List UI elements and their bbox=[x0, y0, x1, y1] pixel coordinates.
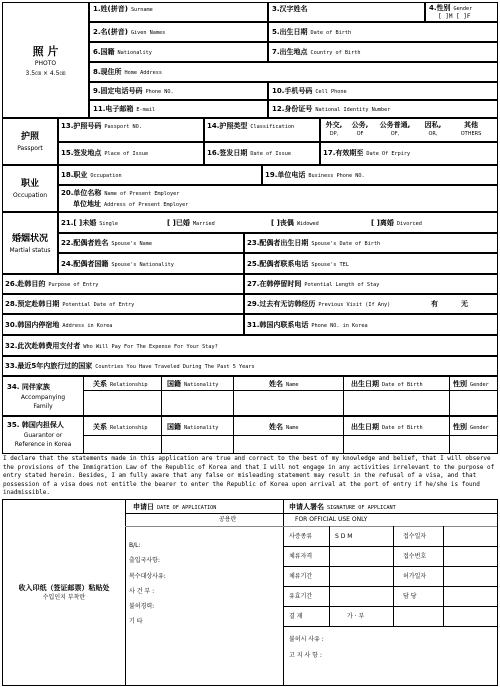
date-of-expiry-field[interactable]: 17.有效期至 Date Of Erpiry bbox=[320, 142, 498, 165]
email-field[interactable]: 11.电子邮箱 E-mail bbox=[89, 100, 268, 118]
marital-status-options[interactable]: 21.[ ]未婚 Single [ ]已婚 Married [ ]丧偶 Widowed [ ]离婚 Divorced bbox=[58, 212, 498, 233]
accompanying-family-table[interactable]: 34. 同伴家族 Accompanying Family 关系 Relationship 国籍 Nationality 姓名 Name 出生日期 Date of Birth 性别 Gender bbox=[2, 376, 498, 416]
national-id-field[interactable]: 12.身份证号 National Identity Number bbox=[268, 100, 498, 118]
countries-traveled-field[interactable]: 33.最近5年内旅行过的国家 Countries You Have Traveled During The Past 5 Years bbox=[2, 356, 498, 376]
approval-options[interactable]: 가 · 부 bbox=[347, 613, 365, 620]
previous-visit-no[interactable]: 无 bbox=[461, 300, 468, 308]
chinese-name-field[interactable]: 3.汉字姓名 bbox=[268, 2, 425, 22]
address-in-korea-field[interactable]: 30.韩国内停宿地 Address in Korea bbox=[2, 314, 244, 335]
marital-section-label: 婚姻状况 Martial status bbox=[2, 212, 58, 274]
passport-type-options[interactable]: 外交, DP, 公务, OF 公务普通, OF, 因私, OR, 其他 OTHERS bbox=[320, 118, 498, 142]
nationality-field[interactable]: 6.国籍 Nationality bbox=[89, 42, 268, 62]
photo-title: 照 片 bbox=[32, 45, 59, 58]
spouse-dob-field[interactable]: 23.配偶者出生日期 Spouse's Date of Birth bbox=[244, 233, 498, 253]
spouse-name-field[interactable]: 22.配偶者姓名 Spouse's Name bbox=[58, 233, 244, 253]
passport-section-label: 护照 Passport bbox=[2, 118, 58, 165]
date-of-issue-field[interactable]: 16.签发日期 Date of Issue bbox=[204, 142, 320, 165]
occupation-section-label: 职业 Occupation bbox=[2, 165, 58, 212]
phone-field[interactable]: 9.固定电话号码 Phone NO. bbox=[89, 82, 268, 100]
photo-size: 3.5㎝ × 4.5㎝ bbox=[25, 70, 66, 77]
expense-payer-field[interactable]: 32.此次赴韩费用支付者 Who Will Pay For The Expense For Your Stay? bbox=[2, 335, 498, 356]
gender-options[interactable]: [ ]M [ ]F bbox=[438, 13, 471, 20]
spouse-nationality-field[interactable]: 24.配偶者国籍 Spouse's Nationality bbox=[58, 253, 244, 274]
applicant-signature-label: 申请人署名 bbox=[289, 503, 324, 511]
given-names-field[interactable]: 2.名(拼音) Given Names bbox=[89, 22, 268, 42]
gender-field[interactable]: 4.性别 Gender [ ]M [ ]F bbox=[425, 2, 498, 22]
passport-classification-field[interactable]: 14.护照类型 Classification bbox=[204, 118, 320, 142]
guarantor-table[interactable]: 35. 韩国内担保人 Guarantor or Reference in Korea 关系 Relationship 国籍 Nationality 姓名 Name 出生日期 Date of Birth 性别 Gender bbox=[2, 416, 498, 454]
place-of-issue-field[interactable]: 15.签发地点 Place of Issue bbox=[58, 142, 204, 165]
country-of-birth-field[interactable]: 7.出生地点 Country of Birth bbox=[268, 42, 498, 62]
employer-field[interactable]: 20.单位名称 Name of Present Employer 单位地址 Address of Present Employer bbox=[58, 185, 498, 212]
visa-type-options[interactable]: S D M bbox=[335, 533, 353, 540]
date-of-entry-field[interactable]: 28.预定赴韩日期 Potential Date of Entry bbox=[2, 294, 244, 314]
spouse-tel-field[interactable]: 25.配偶者联系电话 Spouse's TEL bbox=[244, 253, 498, 274]
declaration-text: I declare that the statements made in this application are true and correct to the best of my knowledge and belief, that I will observe the provisions of the Immigration Law of the Republic of Korea and that I will not engage in any activities irrelevant to the purpose of entry stated herein. Besides, I am fully aware that any false or misleading statement may result in the refusal of a visa, and that possession of a visa does not entitle the bearer to enter the Republic of Korea upon arrival at the port of entry if he/she is found inadmissible. bbox=[3, 455, 495, 497]
photo-en: PHOTO bbox=[34, 60, 57, 67]
application-date-label: 申请日 bbox=[133, 503, 154, 511]
official-use-section: 申请日 DATE OF APPLICATION 申请人署名 SIGNATURE OF APPLICANT 공용란 FOR OFFICIAL USE ONLY 收入印纸（签证邮票）粘贴处 수입인지 부착란 B/L: 출입국사항: 복수대상사유: 사 건 부 : 불허경력: 기 타 사증종류 체류자격 체류기간 유효기간 결 재 S D M 가 · 부 접수일자 접수번호 허가일자 담 당 불허시 사유 : 고 지 사 항 : bbox=[2, 499, 498, 686]
occupation-field[interactable]: 18.职业 Occupation bbox=[58, 165, 262, 185]
stamp-area-ko: 수입인지 부착란 bbox=[42, 594, 86, 601]
purpose-of-entry-field[interactable]: 26.赴韩目的 Purpose of Entry bbox=[2, 274, 244, 294]
home-address-field[interactable]: 8.现住所 Home Address bbox=[89, 62, 498, 82]
previous-visit-yes[interactable]: 有 bbox=[431, 300, 438, 308]
stamp-area-label: 收入印纸（签证邮票）粘贴处 bbox=[18, 584, 110, 592]
photo-box[interactable] bbox=[2, 2, 89, 118]
previous-visit-field[interactable]: 29.过去有无访韩经历 Previous Visit (If Any) 有 无 bbox=[244, 294, 498, 314]
business-phone-field[interactable]: 19.单位电话 Business Phone NO. bbox=[262, 165, 498, 185]
official-use-ko: 공용란 bbox=[219, 516, 237, 523]
official-use-en: FOR OFFICIAL USE ONLY bbox=[295, 516, 368, 523]
length-of-stay-field[interactable]: 27.在韩停留时间 Potential Length of Stay bbox=[244, 274, 498, 294]
passport-number-field[interactable]: 13.护照号码 Passport NO. bbox=[58, 118, 204, 142]
cell-phone-field[interactable]: 10.手机号码 Cell Phone bbox=[268, 82, 498, 100]
date-of-birth-field[interactable]: 5.出生日期 Date of Birth bbox=[268, 22, 498, 42]
surname-field[interactable]: 1.姓(拼音) Surname bbox=[89, 2, 268, 22]
phone-in-korea-field[interactable]: 31.韩国内联系电话 Phone NO. in Korea bbox=[244, 314, 498, 335]
